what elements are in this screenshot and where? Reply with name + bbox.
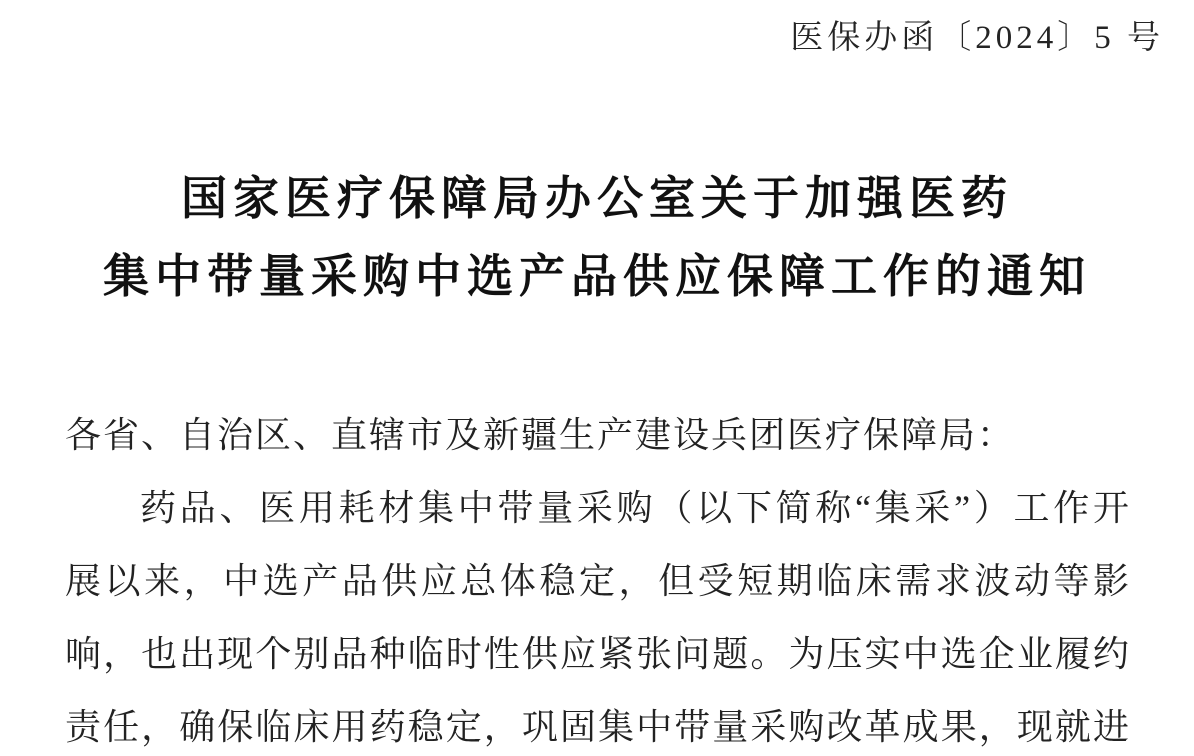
doc-title-line-1: 国家医疗保障局办公室关于加强医药	[181, 173, 1013, 224]
paragraph-line: 责任，确保临床用药稳定，巩固集中带量采购改革成果，现就进	[65, 707, 1130, 747]
doc-body	[65, 399, 1130, 756]
doc-number: 医保办函〔2024〕5 号	[790, 20, 1164, 56]
salutation-line: 各省、自治区、直辖市及新疆生产建设兵团医疗保障局：	[65, 415, 1016, 455]
doc-title	[0, 160, 1194, 316]
doc-title-line-2: 集中带量采购中选产品供应保障工作的通知	[103, 251, 1091, 302]
paragraph-line: 药品、医用耗材集中带量采购（以下简称“集采”）工作开	[140, 488, 1130, 528]
paragraph-line: 展以来，中选产品供应总体稳定，但受短期临床需求波动等影	[65, 561, 1130, 601]
paragraph-line: 响，也出现个别品种临时性供应紧张问题。为压实中选企业履约	[65, 634, 1130, 674]
